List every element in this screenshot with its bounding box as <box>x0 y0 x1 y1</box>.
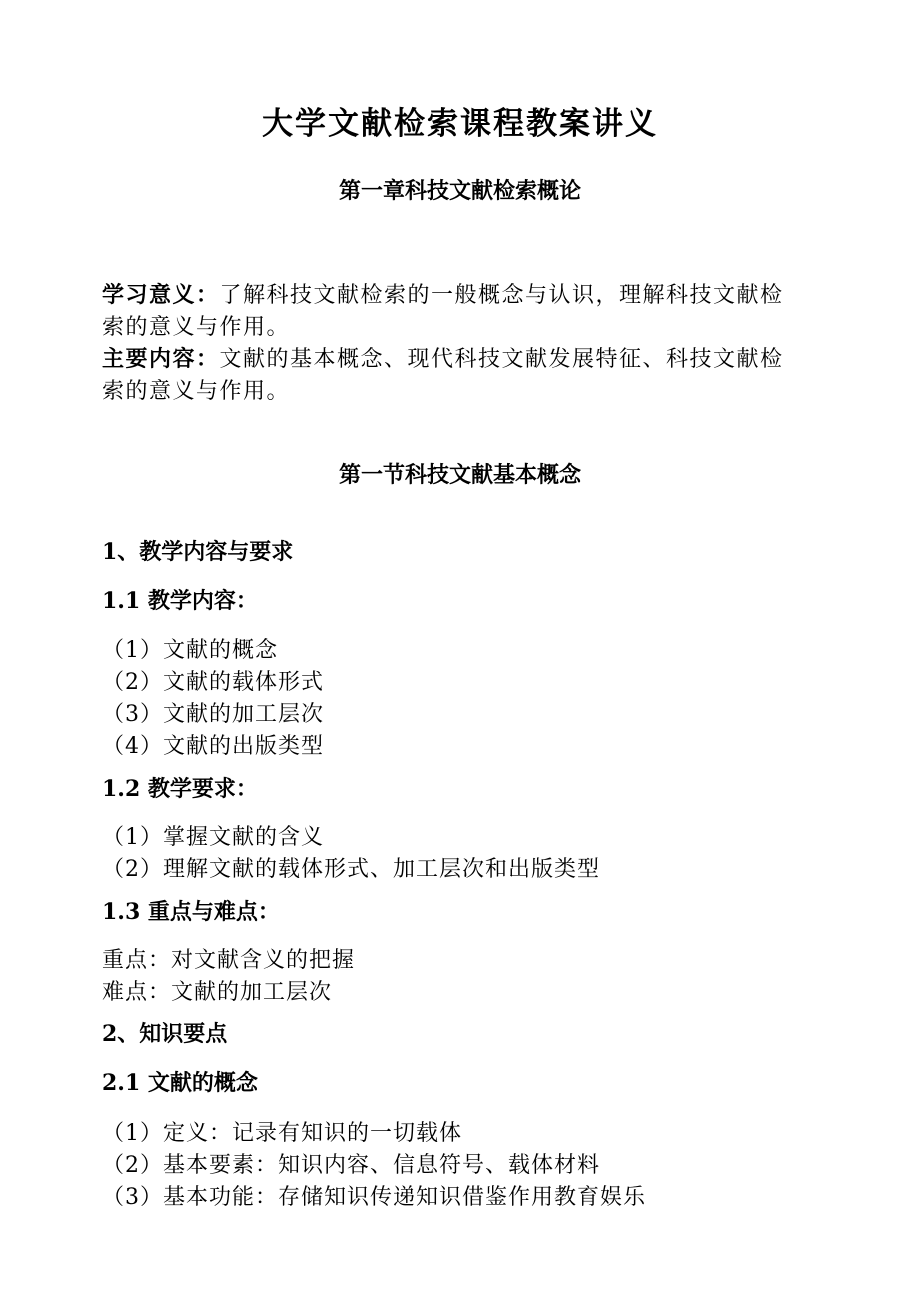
list-item: 重点：对文献含义的把握 <box>102 948 356 973</box>
list-item: （2）文献的载体形式 <box>102 670 324 695</box>
list-item: （2）理解文献的载体形式、加工层次和出版类型 <box>102 857 600 882</box>
meaning-text-2: 索的意义与作用。 <box>102 315 291 340</box>
sub-heading-1-2: 1.2 教学要求： <box>102 776 258 802</box>
list-item: 难点：文献的加工层次 <box>102 980 333 1005</box>
section-heading: 第一节科技文献基本概念 <box>338 462 581 488</box>
content-label: 主要内容： <box>102 346 220 372</box>
content-text-2: 索的意义与作用。 <box>102 379 291 404</box>
list-item: （4）文献的出版类型 <box>102 734 324 759</box>
list-item: （1）掌握文献的含义 <box>102 825 324 850</box>
list-item: （1）定义：记录有知识的一切载体 <box>102 1121 462 1146</box>
sub-heading-1-1: 1.1 教学内容： <box>102 588 258 614</box>
meaning-label: 学习意义： <box>102 282 220 308</box>
sub-heading-1-3: 1.3 重点与难点： <box>102 899 280 925</box>
content-text-1: 文献的基本概念、现代科技文献发展特征、科技文献检 <box>219 347 784 372</box>
document-title: 大学文献检索课程教案讲义 <box>262 106 658 142</box>
part1-heading: 1、教学内容与要求 <box>102 539 294 565</box>
meaning-text-1: 了解科技文献检索的一般概念与认识，理解科技文献检 <box>219 283 784 308</box>
intro-meaning-line1 <box>102 278 784 309</box>
chapter-heading: 第一章科技文献检索概论 <box>338 178 581 204</box>
list-item: （1）文献的概念 <box>102 638 278 663</box>
sub-heading-2-1: 2.1 文献的概念 <box>102 1070 258 1096</box>
list-item: （3）基本功能：存储知识传递知识借鉴作用教育娱乐 <box>102 1185 646 1210</box>
list-item: （3）文献的加工层次 <box>102 702 324 727</box>
part2-heading: 2、知识要点 <box>102 1021 228 1047</box>
list-item: （2）基本要素：知识内容、信息符号、载体材料 <box>102 1153 600 1178</box>
intro-content-line1 <box>102 342 784 373</box>
